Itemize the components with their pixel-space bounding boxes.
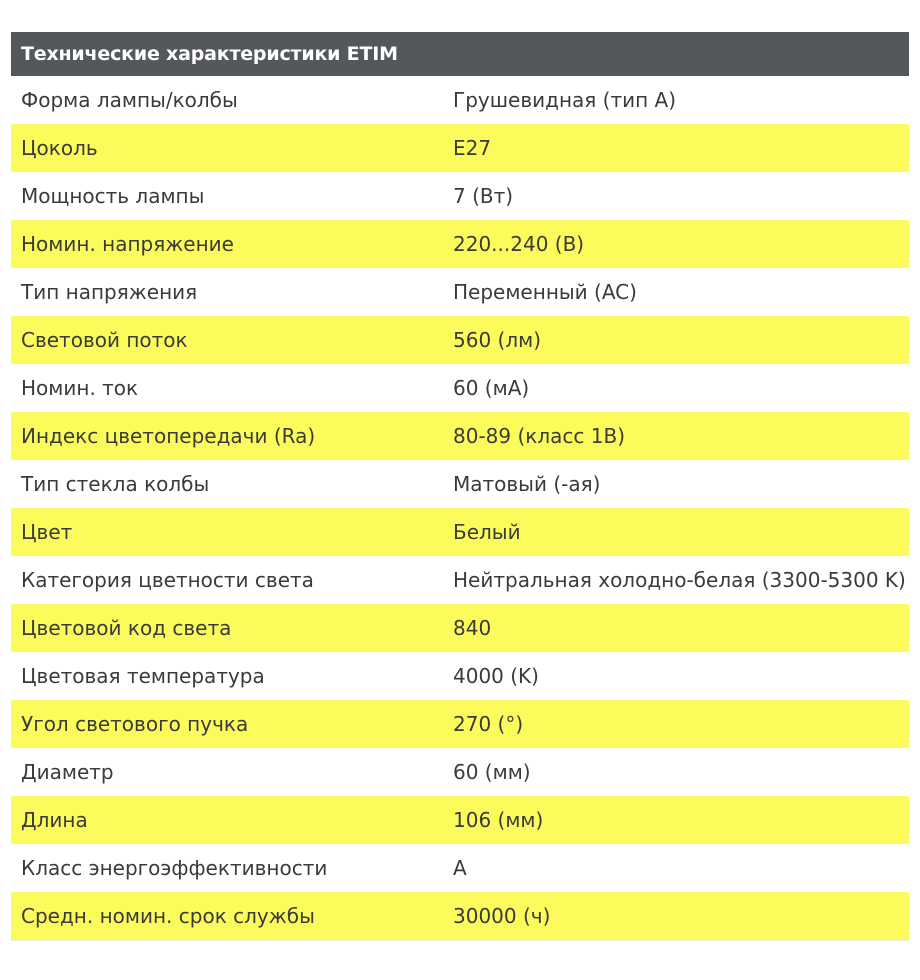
spec-value: A (453, 856, 467, 880)
spec-label: Средн. номин. срок службы (21, 904, 315, 928)
spec-value: 220...240 (В) (453, 232, 585, 256)
spec-label: Цвет (21, 520, 73, 544)
spec-label: Цоколь (21, 136, 98, 160)
spec-row (11, 604, 909, 652)
spec-label: Длина (21, 808, 88, 832)
spec-label: Световой поток (21, 328, 188, 352)
spec-label: Класс энергоэффективности (21, 856, 328, 880)
spec-row (11, 892, 909, 940)
spec-row (11, 796, 909, 844)
spec-label: Тип напряжения (21, 280, 198, 304)
spec-value: 80-89 (класс 1B) (453, 424, 625, 448)
spec-row (11, 652, 909, 700)
spec-row (11, 76, 909, 124)
spec-label: Угол светового пучка (21, 712, 249, 736)
spec-row (11, 124, 909, 172)
spec-value: 270 (°) (453, 712, 524, 736)
spec-row (11, 316, 909, 364)
spec-row (11, 460, 909, 508)
spec-value: Нейтральная холодно-белая (3300-5300 K) (453, 568, 906, 592)
spec-row (11, 172, 909, 220)
spec-row (11, 700, 909, 748)
spec-value: E27 (453, 136, 492, 160)
spec-label: Диаметр (21, 760, 114, 784)
spec-value: 4000 (K) (453, 664, 539, 688)
spec-label: Номин. ток (21, 376, 139, 400)
spec-label: Цветовой код света (21, 616, 232, 640)
spec-value: Матовый (-ая) (453, 472, 601, 496)
etim-spec-table (11, 32, 909, 941)
spec-label: Индекс цветопередачи (Ra) (21, 424, 316, 448)
spec-row (11, 364, 909, 412)
spec-label: Категория цветности света (21, 568, 314, 592)
spec-value: 60 (мм) (453, 760, 531, 784)
spec-value: 560 (лм) (453, 328, 542, 352)
spec-row (11, 508, 909, 556)
table-bottom-divider (11, 940, 909, 941)
spec-value: 60 (мА) (453, 376, 530, 400)
spec-value: Белый (453, 520, 521, 544)
spec-row (11, 268, 909, 316)
spec-label: Цветовая температура (21, 664, 265, 688)
spec-value: 106 (мм) (453, 808, 544, 832)
spec-label: Форма лампы/колбы (21, 88, 238, 112)
spec-row (11, 220, 909, 268)
spec-row (11, 556, 909, 604)
spec-value: 30000 (ч) (453, 904, 551, 928)
spec-row (11, 748, 909, 796)
spec-label: Мощность лампы (21, 184, 205, 208)
spec-value: 840 (453, 616, 492, 640)
spec-value: Переменный (AC) (453, 280, 637, 304)
spec-row (11, 844, 909, 892)
spec-row (11, 412, 909, 460)
spec-value: Грушевидная (тип A) (453, 88, 677, 112)
spec-label: Тип стекла колбы (21, 472, 210, 496)
spec-value: 7 (Вт) (453, 184, 514, 208)
spec-table-title: Технические характеристики ETIM (11, 32, 909, 76)
spec-label: Номин. напряжение (21, 232, 234, 256)
